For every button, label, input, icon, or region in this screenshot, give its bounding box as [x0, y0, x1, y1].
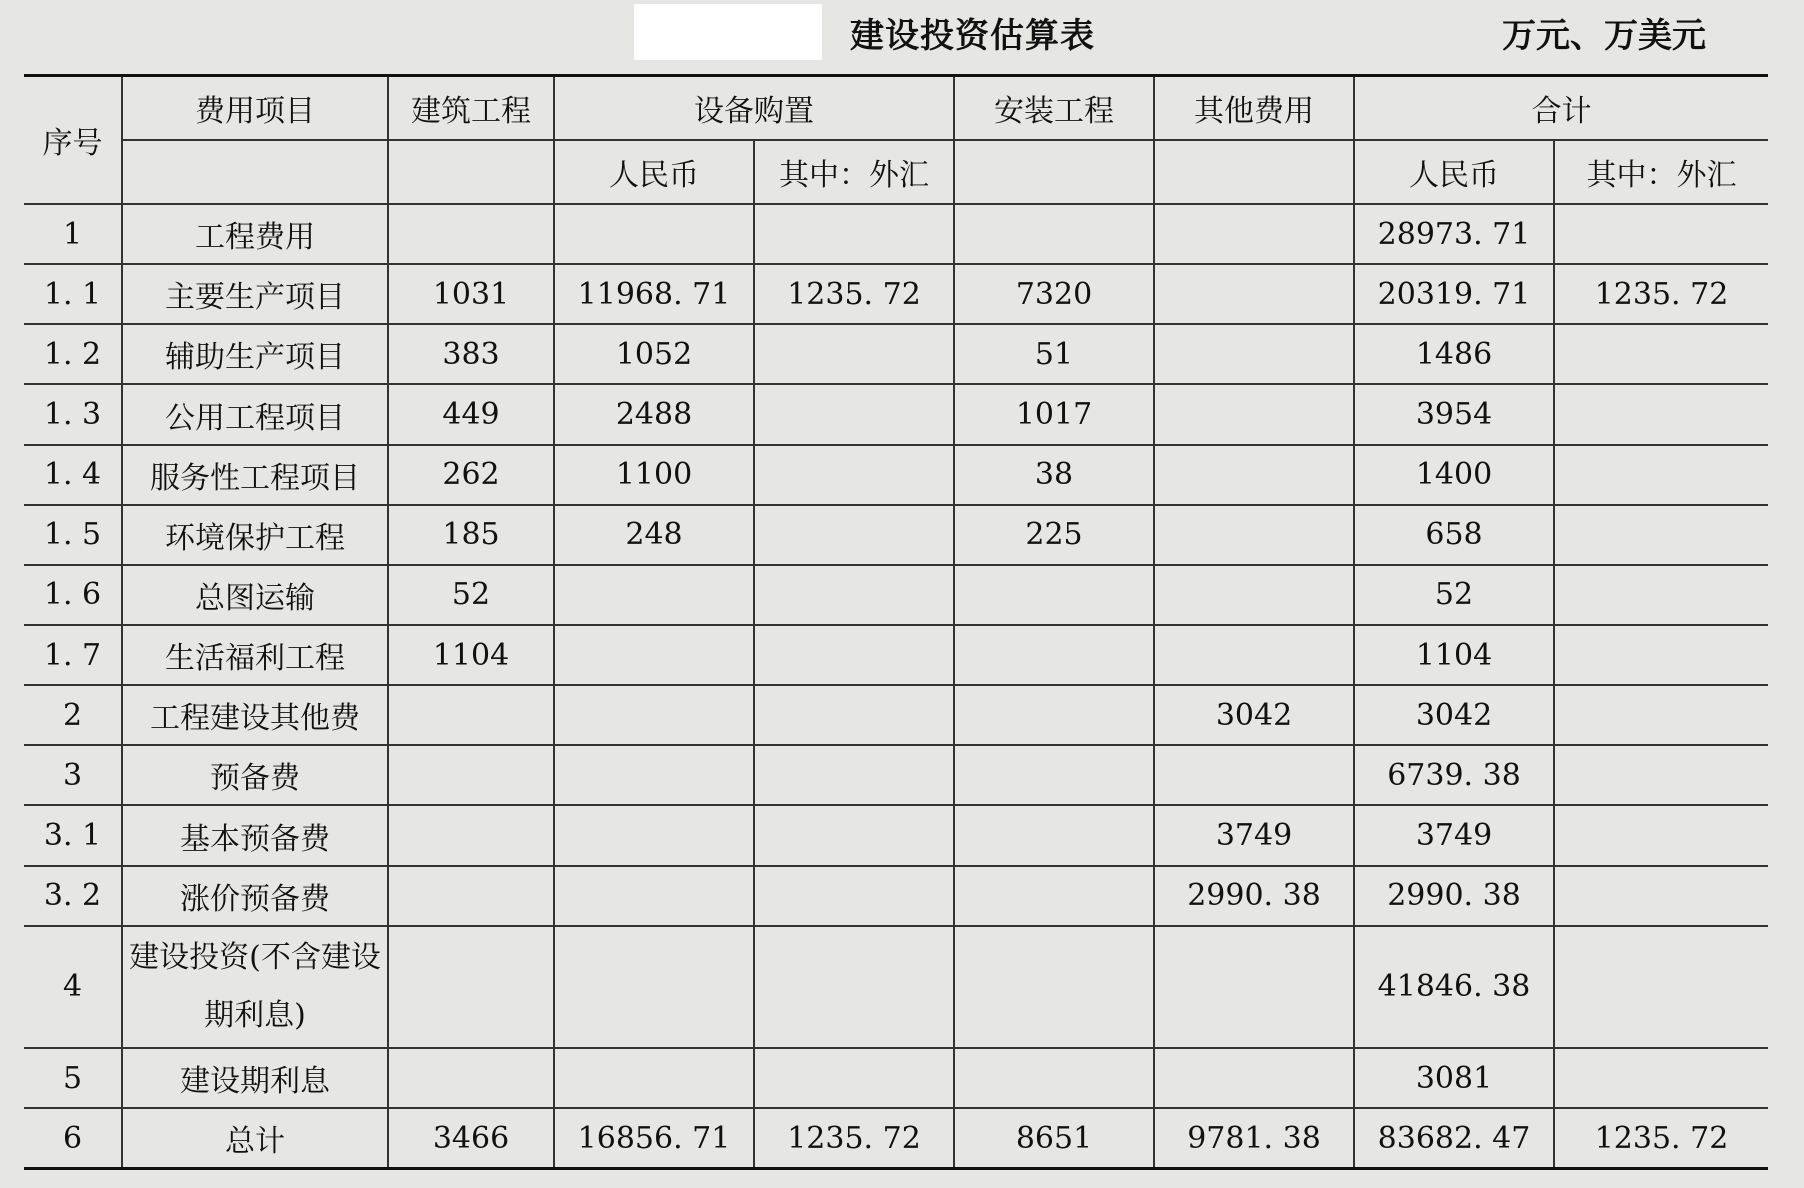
cell-seq: 1. 1: [24, 264, 122, 324]
header-equip-rmb: 人民币: [554, 140, 754, 204]
cell-equip-rmb: 2488: [554, 384, 754, 444]
header-total: 合计: [1354, 76, 1768, 140]
cell-other: 3749: [1154, 805, 1354, 865]
cell-building: 185: [388, 505, 554, 565]
cell-install: [954, 204, 1154, 264]
cell-equip-fx: [754, 204, 954, 264]
cell-equip-fx: [754, 1048, 954, 1108]
cell-install: 8651: [954, 1108, 1154, 1168]
cell-total-rmb: 41846. 38: [1354, 926, 1554, 1048]
cell-total-rmb: 3954: [1354, 384, 1554, 444]
cell-seq: 3. 1: [24, 805, 122, 865]
header-blank-building: [388, 140, 554, 204]
cell-install: [954, 745, 1154, 805]
cell-seq: 1. 7: [24, 625, 122, 685]
table-row: [24, 1048, 1768, 1108]
cell-item: 工程费用: [122, 204, 388, 264]
cell-seq: 1. 2: [24, 324, 122, 384]
cell-total-rmb: 3081: [1354, 1048, 1554, 1108]
cell-equip-rmb: [554, 565, 754, 625]
cell-install: [954, 685, 1154, 745]
cell-other: [1154, 264, 1354, 324]
cell-total-rmb: 1400: [1354, 445, 1554, 505]
cell-other: [1154, 1048, 1354, 1108]
cell-building: 3466: [388, 1108, 554, 1168]
table-title: 建设投资估算表: [850, 16, 1095, 56]
cell-building: 383: [388, 324, 554, 384]
cell-equip-rmb: 11968. 71: [554, 264, 754, 324]
header-blank-install: [954, 140, 1154, 204]
cell-other: [1154, 565, 1354, 625]
unit-label: 万元、万美元: [1502, 16, 1706, 56]
table-row: [24, 745, 1768, 805]
table-row: [24, 926, 1768, 1048]
table-row: [24, 625, 1768, 685]
cell-total-rmb: 2990. 38: [1354, 866, 1554, 926]
cell-equip-rmb: 1052: [554, 324, 754, 384]
cell-install: [954, 565, 1154, 625]
header-other: 其他费用: [1154, 76, 1354, 140]
cell-item: 辅助生产项目: [122, 324, 388, 384]
cell-equip-fx: [754, 685, 954, 745]
cell-item: 服务性工程项目: [122, 445, 388, 505]
cell-total-fx: [1554, 805, 1768, 865]
cell-item: 公用工程项目: [122, 384, 388, 444]
cell-equip-fx: [754, 445, 954, 505]
header-blank-item: [122, 140, 388, 204]
header-install: 安装工程: [954, 76, 1154, 140]
cell-building: [388, 685, 554, 745]
cell-equip-fx: [754, 384, 954, 444]
cell-equip-rmb: [554, 204, 754, 264]
cell-total-rmb: 3042: [1354, 685, 1554, 745]
cell-item: 建设期利息: [122, 1048, 388, 1108]
cell-equip-fx: [754, 866, 954, 926]
cell-total-rmb: 52: [1354, 565, 1554, 625]
cell-install: [954, 805, 1154, 865]
cell-equip-rmb: 16856. 71: [554, 1108, 754, 1168]
cell-item: 总计: [122, 1108, 388, 1168]
header-row-2: [24, 140, 1768, 204]
cell-equip-rmb: 1100: [554, 445, 754, 505]
cell-equip-rmb: [554, 1048, 754, 1108]
cell-total-rmb: 1486: [1354, 324, 1554, 384]
cell-seq: 1. 3: [24, 384, 122, 444]
header-seq: 序号: [24, 76, 122, 205]
cell-total-rmb: 1104: [1354, 625, 1554, 685]
cell-seq: 1. 5: [24, 505, 122, 565]
cell-item: 涨价预备费: [122, 866, 388, 926]
cell-seq: 2: [24, 685, 122, 745]
cell-equip-fx: [754, 505, 954, 565]
cell-install: 225: [954, 505, 1154, 565]
table-row: [24, 565, 1768, 625]
cell-total-rmb: 20319. 71: [1354, 264, 1554, 324]
cell-equip-rmb: [554, 685, 754, 745]
cell-install: 38: [954, 445, 1154, 505]
cell-equip-fx: [754, 926, 954, 1048]
cell-total-fx: 1235. 72: [1554, 1108, 1768, 1168]
cell-equip-fx: [754, 625, 954, 685]
cell-seq: 3. 2: [24, 866, 122, 926]
cell-equip-rmb: [554, 745, 754, 805]
cell-total-fx: [1554, 324, 1768, 384]
header-equipment: 设备购置: [554, 76, 954, 140]
cell-seq: 1. 4: [24, 445, 122, 505]
table-row: [24, 324, 1768, 384]
table-row: [24, 866, 1768, 926]
cell-other: [1154, 324, 1354, 384]
cell-other: [1154, 384, 1354, 444]
cell-building: [388, 926, 554, 1048]
cell-equip-rmb: [554, 625, 754, 685]
cell-total-fx: [1554, 445, 1768, 505]
cell-equip-fx: [754, 565, 954, 625]
cell-other: 2990. 38: [1154, 866, 1354, 926]
cell-equip-fx: 1235. 72: [754, 1108, 954, 1168]
table-row: [24, 1108, 1768, 1168]
cell-seq: 3: [24, 745, 122, 805]
cell-other: 3042: [1154, 685, 1354, 745]
cell-other: [1154, 926, 1354, 1048]
redaction-box: [634, 4, 822, 60]
cell-install: 7320: [954, 264, 1154, 324]
cell-total-rmb: 28973. 71: [1354, 204, 1554, 264]
cell-item: 总图运输: [122, 565, 388, 625]
cell-total-fx: [1554, 625, 1768, 685]
cell-building: 52: [388, 565, 554, 625]
estimate-table: [24, 74, 1768, 1170]
cell-other: [1154, 505, 1354, 565]
table-row: [24, 685, 1768, 745]
cell-item: 预备费: [122, 745, 388, 805]
cell-item: 生活福利工程: [122, 625, 388, 685]
cell-other: [1154, 625, 1354, 685]
cell-total-fx: [1554, 926, 1768, 1048]
cell-total-fx: [1554, 505, 1768, 565]
cell-total-fx: [1554, 1048, 1768, 1108]
cell-building: [388, 866, 554, 926]
cell-equip-rmb: [554, 805, 754, 865]
cell-install: [954, 926, 1154, 1048]
cell-building: 1104: [388, 625, 554, 685]
cell-building: 262: [388, 445, 554, 505]
cell-total-rmb: 83682. 47: [1354, 1108, 1554, 1168]
cell-equip-rmb: [554, 926, 754, 1048]
cell-other: [1154, 745, 1354, 805]
header-blank-other: [1154, 140, 1354, 204]
cell-total-fx: 1235. 72: [1554, 264, 1768, 324]
cell-seq: 6: [24, 1108, 122, 1168]
cell-item: 环境保护工程: [122, 505, 388, 565]
cell-equip-fx: [754, 324, 954, 384]
cell-item: 基本预备费: [122, 805, 388, 865]
cell-total-fx: [1554, 866, 1768, 926]
cell-building: [388, 1048, 554, 1108]
cell-total-fx: [1554, 565, 1768, 625]
cell-total-rmb: 6739. 38: [1354, 745, 1554, 805]
table-row: [24, 384, 1768, 444]
cell-install: 1017: [954, 384, 1154, 444]
table-row: [24, 445, 1768, 505]
header-row-1: [24, 76, 1768, 140]
cell-install: [954, 625, 1154, 685]
cell-equip-fx: 1235. 72: [754, 264, 954, 324]
header-building: 建筑工程: [388, 76, 554, 140]
cell-seq: 1. 6: [24, 565, 122, 625]
cell-install: [954, 866, 1154, 926]
cell-equip-fx: [754, 745, 954, 805]
table-row: [24, 505, 1768, 565]
cell-total-rmb: 3749: [1354, 805, 1554, 865]
cell-equip-rmb: [554, 866, 754, 926]
cell-seq: 5: [24, 1048, 122, 1108]
header-total-fx: 其中：外汇: [1554, 140, 1768, 204]
cell-seq: 4: [24, 926, 122, 1048]
cell-building: 1031: [388, 264, 554, 324]
cell-other: [1154, 204, 1354, 264]
cell-other: [1154, 445, 1354, 505]
cell-item: 建设投资(不含建设期利息): [122, 926, 388, 1048]
cell-item: 工程建设其他费: [122, 685, 388, 745]
cell-total-fx: [1554, 685, 1768, 745]
cell-install: [954, 1048, 1154, 1108]
header-equip-fx: 其中：外汇: [754, 140, 954, 204]
cell-seq: 1: [24, 204, 122, 264]
cell-building: [388, 204, 554, 264]
cell-total-fx: [1554, 745, 1768, 805]
table-row: [24, 264, 1768, 324]
header-total-rmb: 人民币: [1354, 140, 1554, 204]
header-item: 费用项目: [122, 76, 388, 140]
cell-building: 449: [388, 384, 554, 444]
cell-total-fx: [1554, 204, 1768, 264]
cell-equip-rmb: 248: [554, 505, 754, 565]
cell-total-fx: [1554, 384, 1768, 444]
table-row: [24, 805, 1768, 865]
table-row: [24, 204, 1768, 264]
cell-other: 9781. 38: [1154, 1108, 1354, 1168]
cell-building: [388, 805, 554, 865]
cell-install: 51: [954, 324, 1154, 384]
cell-equip-fx: [754, 805, 954, 865]
cell-total-rmb: 658: [1354, 505, 1554, 565]
cell-item: 主要生产项目: [122, 264, 388, 324]
cell-building: [388, 745, 554, 805]
